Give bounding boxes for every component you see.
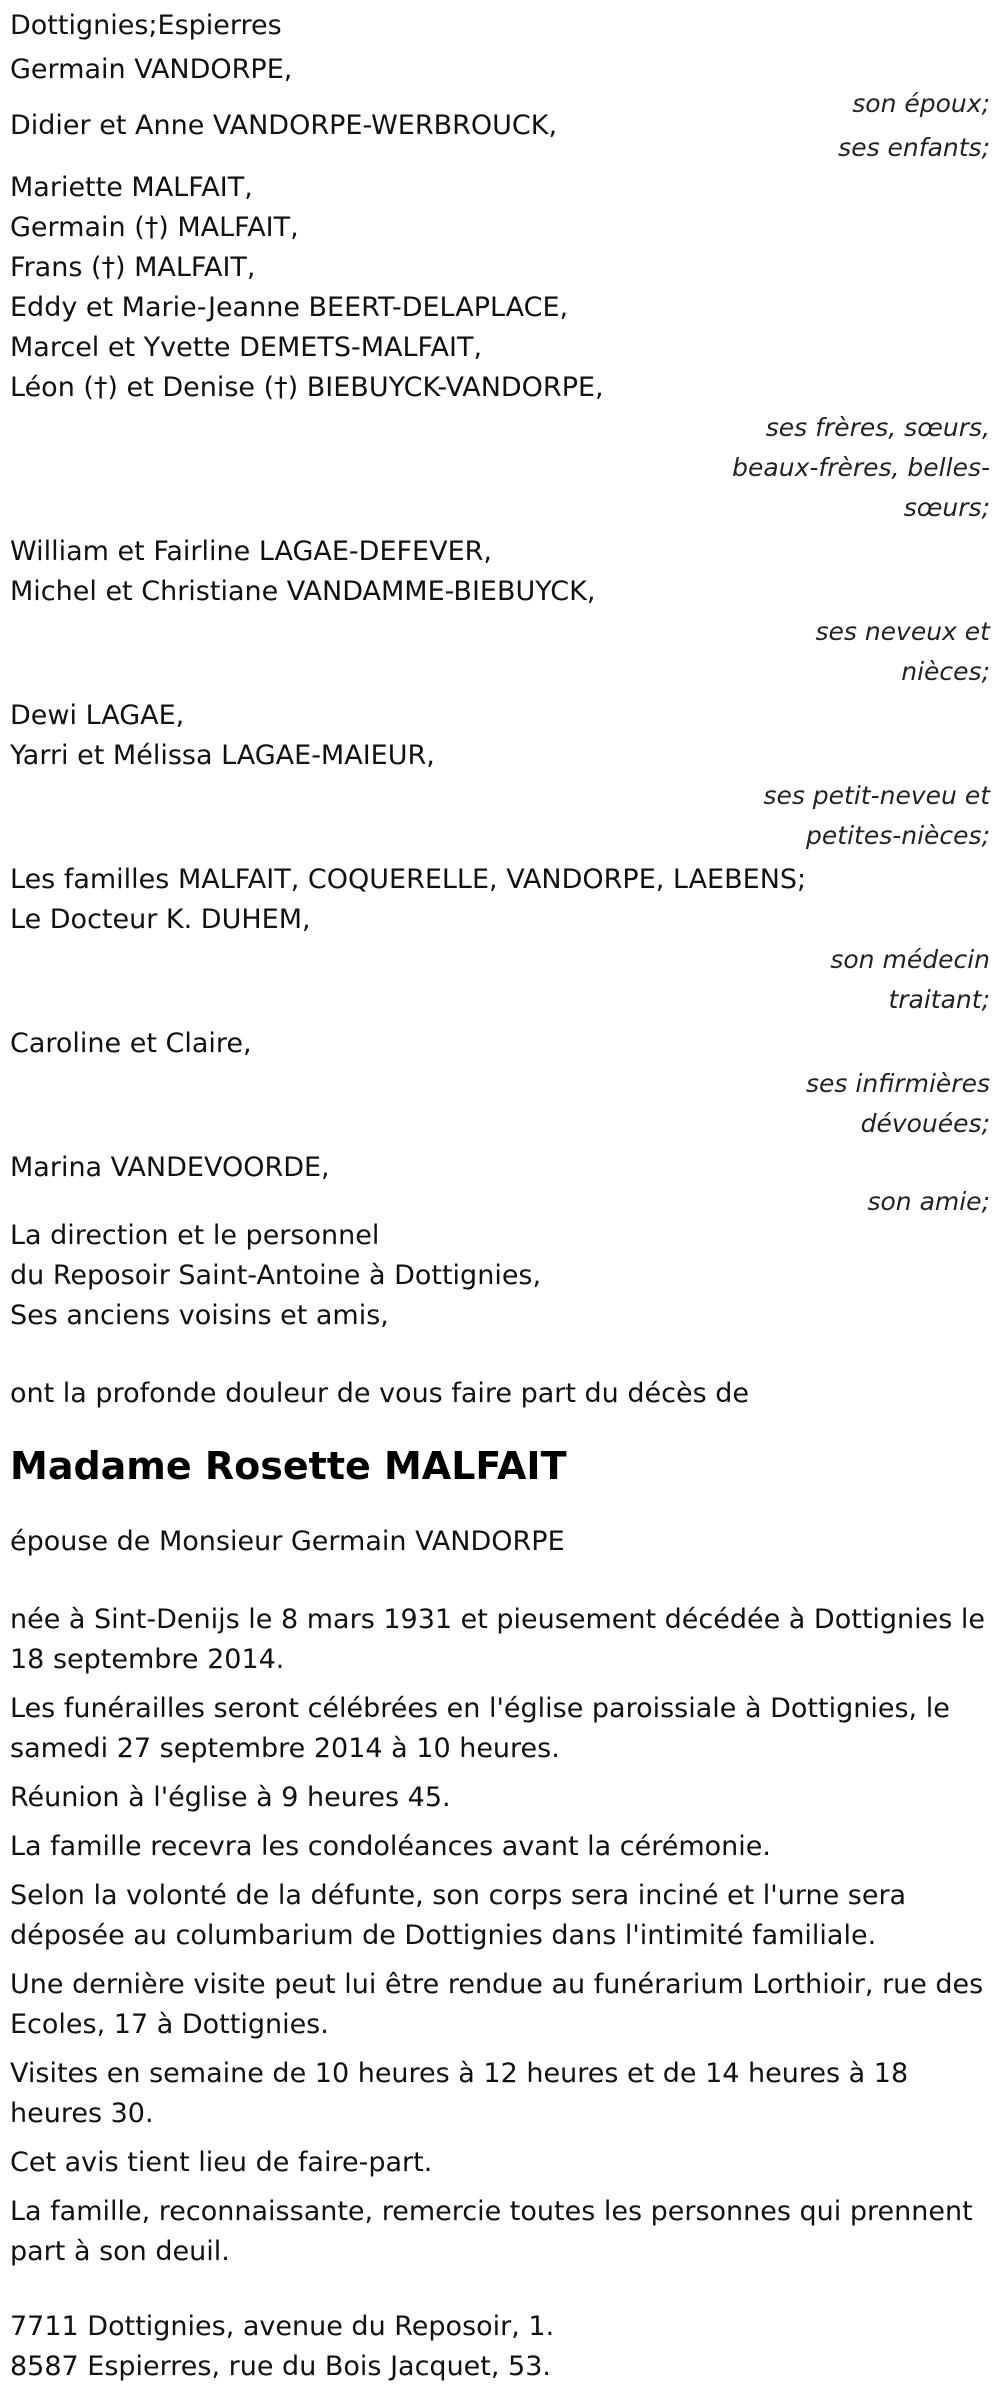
relationship-label: son époux;	[852, 89, 990, 118]
family-name: Germain VANDORPE,	[10, 54, 293, 85]
detail-paragraph: née à Sint-Denijs le 8 mars 1931 et pieusement décédée à Dottignies le 18 septembre 2014.	[10, 1604, 986, 1675]
details-section	[10, 1600, 990, 2272]
family-name: Eddy et Marie-Jeanne BEERT-DELAPLACE,	[10, 292, 569, 323]
address-block	[10, 2307, 990, 2387]
family-name: William et Fairline LAGAE-DEFEVER,	[10, 536, 492, 567]
detail-paragraph: La famille recevra les condoléances avant la cérémonie.	[10, 1831, 771, 1862]
detail-paragraph: Une dernière visite peut lui être rendue au funérarium Lorthioir, rue des Ecoles, 17 à Dottignies.	[10, 1969, 984, 2040]
family-name: Les familles MALFAIT, COQUERELLE, VANDORPE, LAEBENS;	[10, 864, 807, 895]
detail-paragraph: Selon la volonté de la défunte, son corps sera inciné et l'urne sera déposée au columbarium de Dottignies dans l'intimité familiale.	[10, 1880, 907, 1951]
family-group	[10, 1148, 990, 1222]
relationship-label: ses frères, sœurs, beaux-frères, belles- sœurs;	[732, 413, 990, 522]
family-group	[10, 1216, 990, 1336]
header-place: Dottignies;Espierres	[10, 10, 282, 41]
family-name: Marcel et Yvette DEMETS-MALFAIT,	[10, 332, 483, 363]
family-name: Frans (†) MALFAIT,	[10, 252, 256, 283]
deceased-name: Madame Rosette MALFAIT	[10, 1444, 567, 1488]
address-line: 8587 Espierres, rue du Bois Jacquet, 53.	[10, 2351, 551, 2382]
family-name: Didier et Anne VANDORPE-WERBROUCK,	[10, 110, 558, 141]
family-name: Michel et Christiane VANDAMME-BIEBUYCK,	[10, 576, 596, 607]
detail-paragraph: La famille, reconnaissante, remercie toutes les personnes qui prennent part à son deuil.	[10, 2196, 973, 2267]
relationship-label: son amie;	[867, 1187, 990, 1216]
spouse-line: épouse de Monsieur Germain VANDORPE	[10, 1526, 565, 1557]
relationship-label: ses infirmières dévouées;	[806, 1069, 990, 1138]
family-name: La direction et le personnel	[10, 1220, 380, 1251]
family-name: Le Docteur K. DUHEM,	[10, 904, 311, 935]
detail-paragraph: Cet avis tient lieu de faire-part.	[10, 2147, 433, 2178]
family-name: Germain (†) MALFAIT,	[10, 212, 299, 243]
address-line: 7711 Dottignies, avenue du Reposoir, 1.	[10, 2311, 555, 2342]
family-group	[10, 696, 990, 856]
family-name: du Reposoir Saint-Antoine à Dottignies,	[10, 1260, 542, 1291]
detail-paragraph: Visites en semaine de 10 heures à 12 heures et de 14 heures à 18 heures 30.	[10, 2058, 909, 2129]
relationship-label: ses petit-neveu et petites-nièces;	[763, 781, 990, 850]
family-group	[10, 1024, 990, 1144]
relationship-label: ses enfants;	[838, 133, 990, 162]
family-group	[10, 860, 990, 1020]
family-group	[10, 168, 990, 528]
detail-paragraph: Les funérailles seront célébrées en l'église paroissiale à Dottignies, le samedi 27 septembre 2014 à 10 heures.	[10, 1693, 950, 1764]
family-name: Dewi LAGAE,	[10, 700, 185, 731]
family-name: Caroline et Claire,	[10, 1028, 252, 1059]
family-group	[10, 532, 990, 692]
family-group	[10, 106, 990, 168]
announcement-text: ont la profonde douleur de vous faire part du décès de	[10, 1378, 749, 1409]
relationship-label: ses neveux et nièces;	[815, 617, 990, 686]
family-name: Ses anciens voisins et amis,	[10, 1300, 389, 1331]
family-name: Léon (†) et Denise (†) BIEBUYCK-VANDORPE,	[10, 372, 604, 403]
detail-paragraph: Réunion à l'église à 9 heures 45.	[10, 1782, 451, 1813]
relationship-label: son médecin traitant;	[830, 945, 990, 1014]
family-name: Yarri et Mélissa LAGAE-MAIEUR,	[10, 740, 435, 771]
family-name: Mariette MALFAIT,	[10, 172, 253, 203]
family-name: Marina VANDEVOORDE,	[10, 1152, 330, 1183]
